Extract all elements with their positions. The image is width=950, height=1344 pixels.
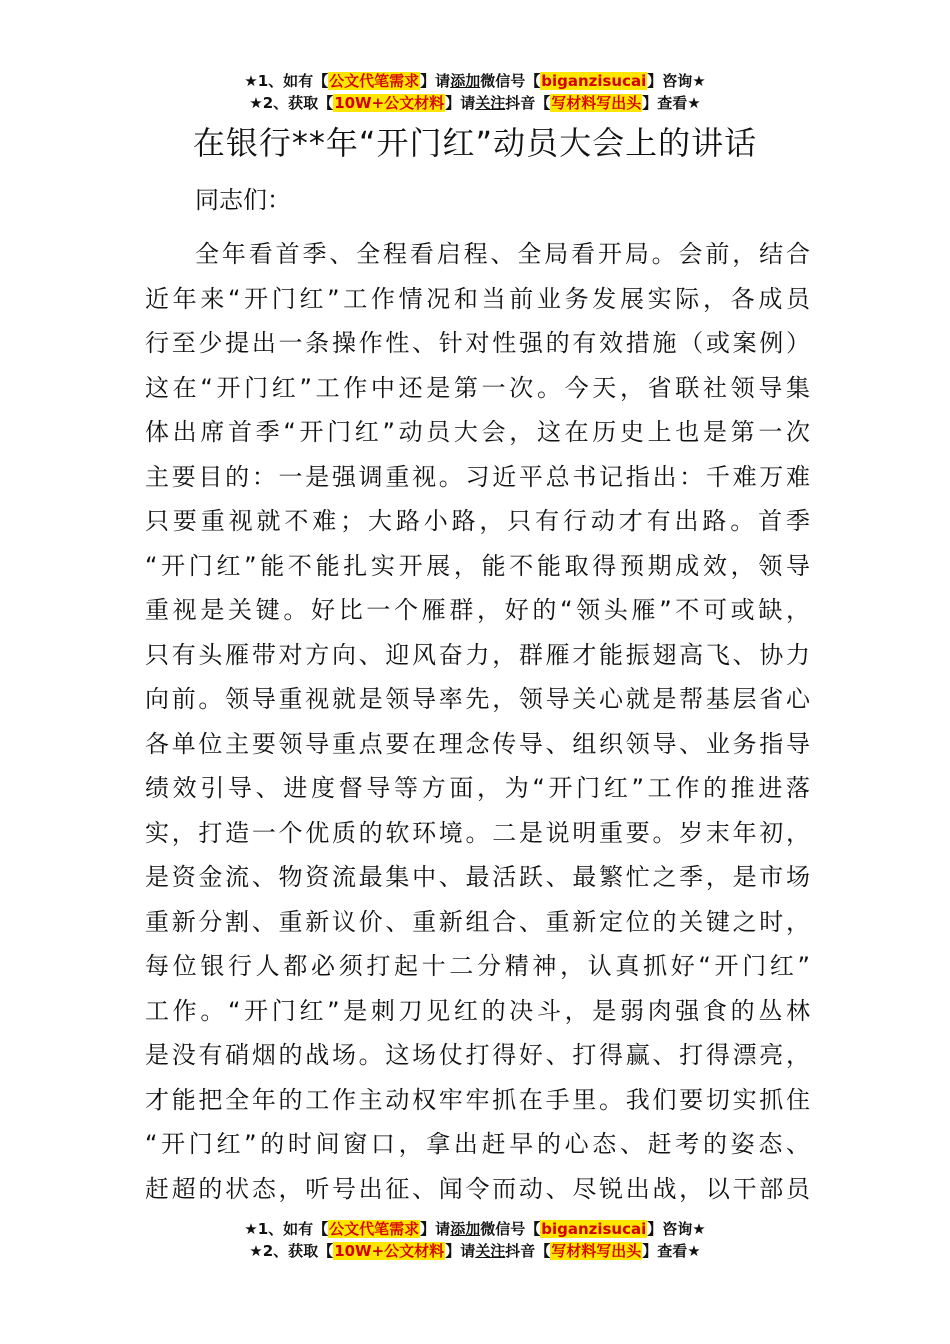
body-line: 每位银行人都必须打起十二分精神，认真抓好“开门红” bbox=[145, 952, 810, 980]
body-line: 绩效引导、进度督导等方面，为“开门红”工作的推进落 bbox=[145, 774, 810, 802]
banner-text: 】咨询★ bbox=[647, 72, 706, 90]
highlight-douyin-id: 写材料写出头 bbox=[551, 94, 642, 112]
body-line: 赶超的状态，听号出征、闻令而动、尽锐出战，以干部员 bbox=[145, 1174, 810, 1203]
body-line: 只要重视就不难；大路小路，只有行动才有出路。首季 bbox=[145, 507, 810, 535]
body-line: 各单位主要领导重点要在理念传导、组织领导、业务指导 bbox=[145, 729, 810, 758]
body-line: 只有头雁带对方向、迎风奋力，群雁才能振翅高飞、协力 bbox=[145, 640, 810, 669]
banner-text: ★1、如有【 bbox=[244, 72, 329, 90]
banner-text: 微信号【 bbox=[480, 1220, 541, 1238]
highlight-materials: 10W+公文材料 bbox=[334, 94, 445, 112]
header-banner bbox=[0, 70, 950, 114]
body-line: “开门红”能不能扎实开展，能不能取得预期成效，领导 bbox=[145, 551, 810, 580]
body-line: 近年来“开门红”工作情况和当前业务发展实际，各成员 bbox=[145, 284, 810, 313]
document-title: 在银行**年“开门红”动员大会上的讲话 bbox=[192, 124, 758, 162]
banner-emphasis: 关注 bbox=[475, 94, 506, 112]
banner-line-1 bbox=[0, 1218, 950, 1240]
banner-text: ★1、如有【 bbox=[244, 1220, 329, 1238]
body-line: 重新分割、重新议价、重新组合、重新定位的关键之时， bbox=[145, 907, 810, 936]
banner-text: 】请 bbox=[445, 94, 476, 112]
banner-text: 】咨询★ bbox=[647, 1220, 706, 1238]
document-body bbox=[145, 232, 810, 1211]
body-line: 向前。领导重视就是领导率先，领导关心就是帮基层省心 bbox=[145, 685, 810, 713]
highlight-douyin-id: 写材料写出头 bbox=[551, 1242, 642, 1260]
body-line: 行至少提出一条操作性、针对性强的有效措施（或案例） bbox=[145, 329, 810, 357]
banner-emphasis: 添加 bbox=[450, 72, 481, 90]
body-line: 这在“开门红”工作中还是第一次。今天，省联社领导集 bbox=[145, 373, 810, 402]
banner-text: 微信号【 bbox=[480, 72, 541, 90]
highlight-service: 公文代笔需求 bbox=[329, 1220, 420, 1238]
banner-line-2 bbox=[0, 92, 950, 114]
body-line: “开门红”的时间窗口，拿出赶早的心态、赶考的姿态、 bbox=[145, 1130, 810, 1158]
salutation: 同志们： bbox=[195, 186, 291, 214]
body-line: 重视是关键。好比一个雁群，好的“领头雁”不可或缺， bbox=[145, 596, 810, 624]
banner-text: 抖音【 bbox=[505, 1242, 551, 1260]
banner-line-1 bbox=[0, 70, 950, 92]
highlight-wechat-id: biganzisucai bbox=[541, 72, 647, 90]
banner-text: 抖音【 bbox=[505, 94, 551, 112]
body-line: 是资金流、物资流最集中、最活跃、最繁忙之季，是市场 bbox=[145, 863, 810, 891]
footer-banner bbox=[0, 1218, 950, 1262]
banner-text: 】请 bbox=[445, 1242, 476, 1260]
highlight-materials: 10W+公文材料 bbox=[334, 1242, 445, 1260]
banner-text: 】请 bbox=[420, 1220, 451, 1238]
banner-text: 】查看★ bbox=[642, 1242, 701, 1260]
banner-emphasis: 关注 bbox=[475, 1242, 506, 1260]
body-line: 体出席首季“开门红”动员大会，这在历史上也是第一次 bbox=[145, 418, 810, 446]
banner-text: 】查看★ bbox=[642, 94, 701, 112]
banner-emphasis: 添加 bbox=[450, 1220, 481, 1238]
banner-text: 】请 bbox=[420, 72, 451, 90]
banner-text: ★2、获取【 bbox=[249, 94, 334, 112]
body-line: 主要目的：一是强调重视。习近平总书记指出：千难万难 bbox=[145, 462, 810, 491]
body-line: 才能把全年的工作主动权牢牢抓在手里。我们要切实抓住 bbox=[145, 1085, 810, 1114]
body-line: 工作。“开门红”是刺刀见红的决斗，是弱肉强食的丛林 bbox=[145, 996, 810, 1025]
banner-line-2 bbox=[0, 1240, 950, 1262]
banner-text: ★2、获取【 bbox=[249, 1242, 334, 1260]
highlight-wechat-id: biganzisucai bbox=[541, 1220, 647, 1238]
highlight-service: 公文代笔需求 bbox=[329, 72, 420, 90]
body-line: 是没有硝烟的战场。这场仗打得好、打得赢、打得漂亮， bbox=[145, 1041, 810, 1069]
body-line: 实，打造一个优质的软环境。二是说明重要。岁末年初， bbox=[145, 818, 810, 847]
body-line: 全年看首季、全程看启程、全局看开局。会前，结合 bbox=[195, 240, 810, 268]
